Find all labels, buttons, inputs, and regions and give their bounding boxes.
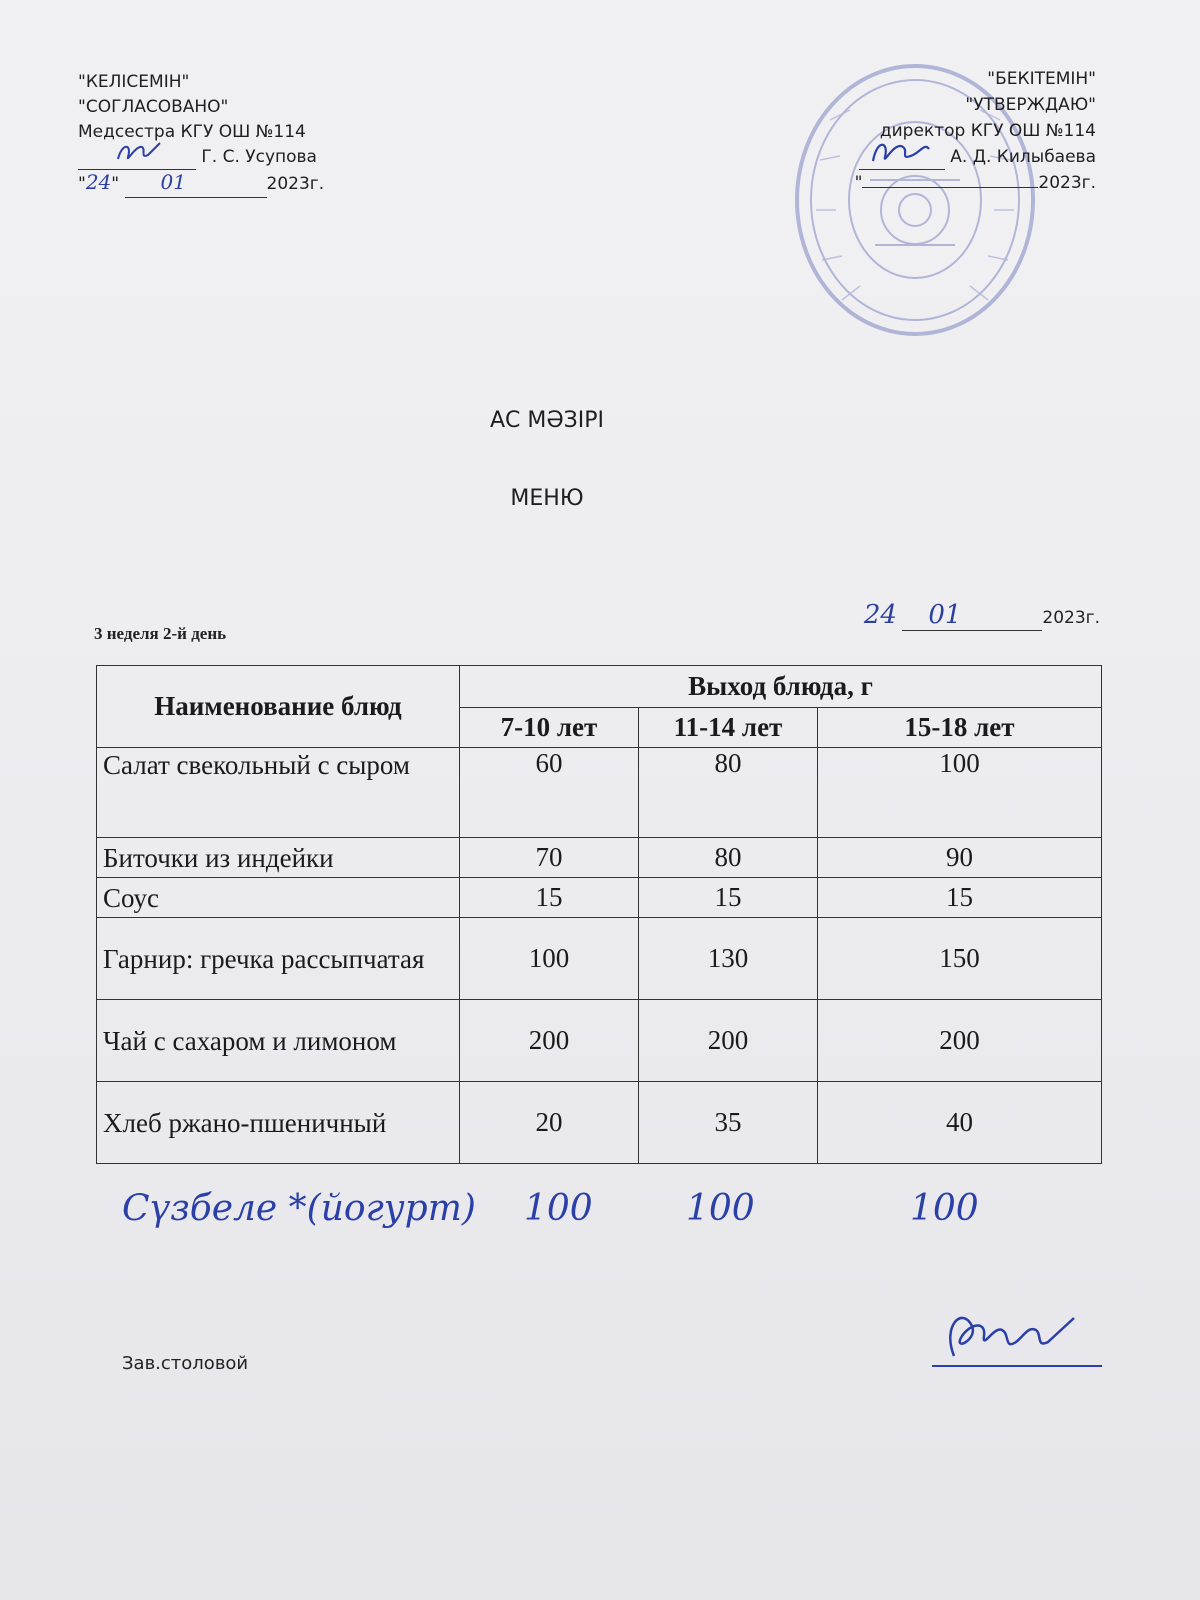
menu-title-kz: АС МӘЗІРІ bbox=[489, 408, 605, 433]
agreed-ru: "СОГЛАСОВАНО" bbox=[78, 97, 229, 117]
menu-title-ru: МЕНЮ bbox=[510, 486, 584, 511]
approval-year: 2023г. bbox=[1038, 173, 1096, 193]
portion-value: 80 bbox=[639, 748, 818, 838]
director-position: директор КГУ ОШ №114 bbox=[879, 121, 1096, 141]
nurse-position: Медсестра КГУ ОШ №114 bbox=[78, 122, 306, 142]
canteen-head-label: Зав.столовой bbox=[122, 1353, 249, 1374]
dish-name: Гарнир: гречка рассыпчатая bbox=[97, 918, 460, 1000]
handwritten-value: 100 bbox=[524, 1188, 593, 1229]
column-age-15-18: 15-18 лет bbox=[818, 708, 1102, 748]
nurse-signature-line bbox=[78, 145, 324, 170]
portion-value: 15 bbox=[639, 878, 818, 918]
portion-value: 150 bbox=[818, 918, 1102, 1000]
approval-date: " 2023г. bbox=[854, 173, 1096, 193]
portion-value: 70 bbox=[460, 838, 639, 878]
portion-value: 35 bbox=[639, 1082, 818, 1164]
portion-value: 20 bbox=[460, 1082, 639, 1164]
portion-value: 200 bbox=[818, 1000, 1102, 1082]
agreement-month: 01 bbox=[160, 170, 186, 194]
portion-value: 200 bbox=[460, 1000, 639, 1082]
portion-value: 15 bbox=[460, 878, 639, 918]
nurse-signature bbox=[78, 151, 196, 170]
dish-name: Соус bbox=[97, 878, 460, 918]
table-row bbox=[97, 1000, 1102, 1082]
agreed-kz: "КЕЛІСЕМІН" bbox=[78, 72, 190, 92]
nurse-signature-mark bbox=[88, 137, 206, 167]
canteen-head-signature bbox=[932, 1296, 1102, 1376]
agreement-year: 2023г. bbox=[266, 174, 325, 194]
menu-date-month-field bbox=[902, 600, 1042, 631]
dish-name: Салат свекольный с сыром bbox=[97, 748, 460, 838]
portion-value: 80 bbox=[639, 838, 818, 878]
menu-date-day: 24 bbox=[863, 600, 897, 630]
approval-block bbox=[855, 66, 1096, 196]
column-age-7-10: 7-10 лет bbox=[460, 708, 639, 748]
agreement-month-field bbox=[125, 170, 267, 198]
table-row bbox=[97, 878, 1102, 918]
portion-value: 100 bbox=[818, 748, 1102, 838]
nurse-name: Г. С. Усупова bbox=[201, 147, 317, 167]
portion-value: 15 bbox=[818, 878, 1102, 918]
menu-table bbox=[96, 665, 1102, 1164]
agreement-block bbox=[78, 70, 324, 198]
dish-name: Хлеб ржано-пшеничный bbox=[97, 1082, 460, 1164]
menu-date-year: 2023г. bbox=[1042, 608, 1100, 628]
portion-value: 40 bbox=[818, 1082, 1102, 1164]
handwritten-value: 100 bbox=[686, 1188, 755, 1229]
handwritten-value: 100 bbox=[910, 1188, 979, 1229]
menu-date bbox=[864, 600, 1100, 631]
portion-value: 90 bbox=[818, 838, 1102, 878]
column-dish-name: Наименование блюд bbox=[97, 666, 460, 748]
portion-value: 60 bbox=[460, 748, 639, 838]
table-row bbox=[97, 748, 1102, 838]
director-signature-mark bbox=[859, 135, 949, 169]
director-name: А. Д. Килыбаева bbox=[950, 147, 1096, 167]
column-portion-group: Выход блюда, г bbox=[460, 666, 1102, 708]
handwritten-dish-name: Сүзбеле *(йогурт) bbox=[122, 1188, 476, 1229]
agreement-day: 24 bbox=[85, 170, 112, 194]
portion-value: 100 bbox=[460, 918, 639, 1000]
table-row bbox=[97, 838, 1102, 878]
director-signature-line bbox=[855, 144, 1096, 170]
director-signature bbox=[859, 151, 945, 170]
portion-value: 200 bbox=[639, 1000, 818, 1082]
dish-name: Биточки из индейки bbox=[97, 838, 460, 878]
column-age-11-14: 11-14 лет bbox=[639, 708, 818, 748]
approved-kz: "БЕКІТЕМІН" bbox=[987, 69, 1096, 89]
menu-date-month: 01 bbox=[928, 600, 962, 630]
table-row bbox=[97, 1082, 1102, 1164]
portion-value: 130 bbox=[639, 918, 818, 1000]
agreement-date: "24" 01 2023г. bbox=[78, 170, 324, 198]
table-row bbox=[97, 918, 1102, 1000]
approved-ru: "УТВЕРЖДАЮ" bbox=[965, 95, 1096, 115]
dish-name: Чай с сахаром и лимоном bbox=[97, 1000, 460, 1082]
week-day-label: 3 неделя 2-й день bbox=[94, 624, 227, 643]
